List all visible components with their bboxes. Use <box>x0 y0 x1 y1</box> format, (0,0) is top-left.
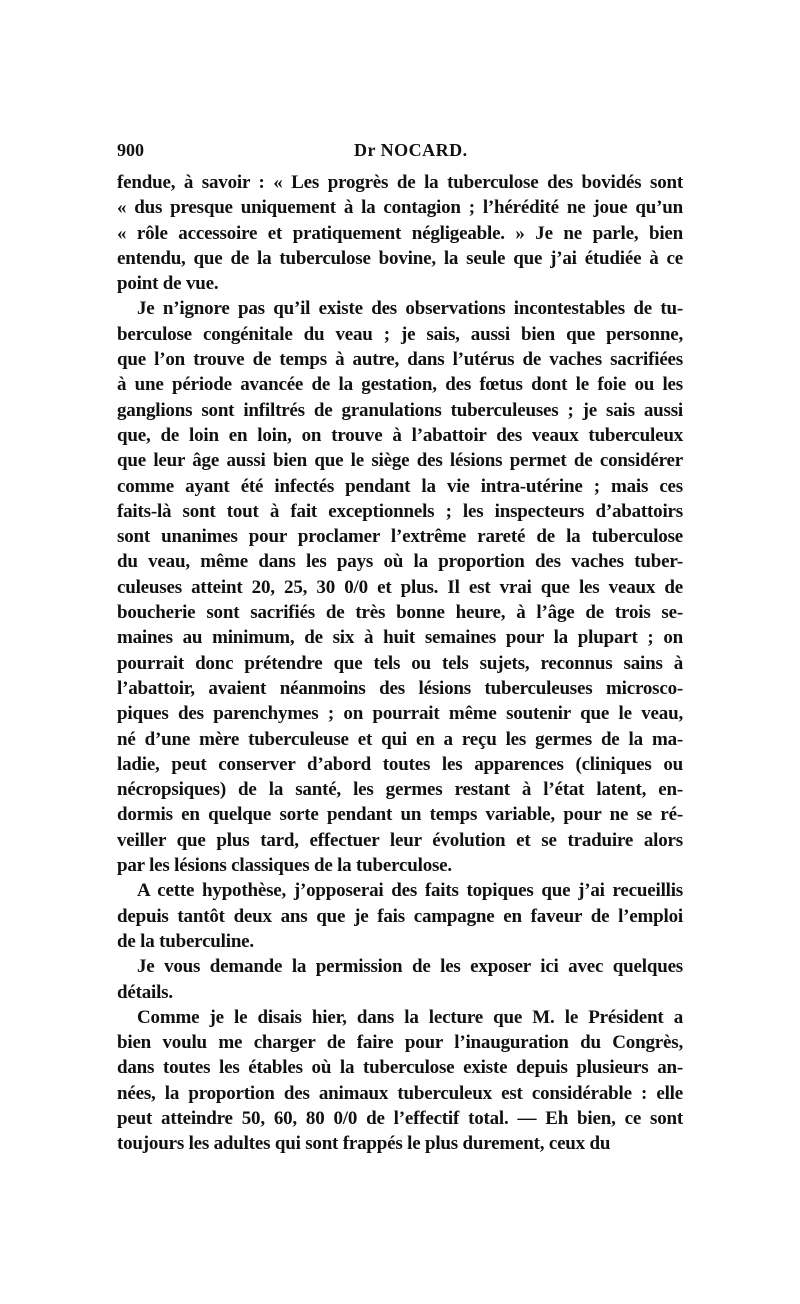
text-line: ganglions sont infiltrés de granulations tuberculeuses ; je sais aussi <box>117 399 683 421</box>
text-line: que l’on trouve de temps à autre, dans l’utérus de vaches sacrifiées <box>117 349 683 371</box>
text-line: que leur âge aussi bien que le siège des lésions permet de considérer <box>117 450 683 472</box>
text-line: nées, la proportion des animaux tuberculeux est considérable : elle <box>117 1082 683 1104</box>
text-line: A cette hypothèse, j’opposerai des faits topiques que j’ai recueillis <box>137 880 683 902</box>
running-head <box>117 140 683 166</box>
text-line: sont unanimes pour proclamer l’extrême rareté de la tuberculose <box>117 526 683 548</box>
text-line: point de vue. <box>117 273 219 295</box>
paragraph <box>117 878 683 954</box>
text-line: peut atteindre 50, 60, 80 0/0 de l’effectif total. — Eh bien, ce sont <box>117 1107 683 1129</box>
text-line: depuis tantôt deux ans que je fais campagne en faveur de l’emploi <box>117 905 683 927</box>
text-line: du veau, même dans les pays où la proportion des vaches tuber- <box>117 551 683 573</box>
book-page <box>117 140 683 1157</box>
text-line: maines au minimum, de six à huit semaines pour la plupart ; on <box>117 627 683 649</box>
text-line: dans toutes les étables où la tuberculose existe depuis plusieurs an- <box>117 1057 683 1079</box>
paragraph <box>117 296 683 878</box>
text-line: piques des parenchymes ; on pourrait même soutenir que le veau, <box>117 703 683 725</box>
text-line: boucherie sont sacrifiés de très bonne heure, à l’âge de trois se- <box>117 602 683 624</box>
paragraph <box>117 1005 683 1157</box>
text-line: « rôle accessoire et pratiquement négligeable. » Je ne parle, bien <box>117 222 683 244</box>
text-line: veiller que plus tard, effectuer leur évolution et se traduire alors <box>117 829 683 851</box>
text-line: l’abattoir, avaient néanmoins des lésions tuberculeuses microsco- <box>117 677 683 699</box>
text-line: à une période avancée de la gestation, des fœtus dont le foie ou les <box>117 374 683 396</box>
paragraph <box>117 170 683 296</box>
text-line: Je vous demande la permission de les exposer ici avec quelques <box>137 956 683 978</box>
text-line: né d’une mère tuberculeuse et qui en a reçu les germes de la ma- <box>117 728 683 750</box>
text-line: fendue, à savoir : « Les progrès de la tuberculose des bovidés sont <box>117 172 683 193</box>
text-line: pourrait donc prétendre que tels ou tels sujets, reconnus sains à <box>117 652 683 674</box>
text-line: de la tuberculine. <box>117 930 254 952</box>
body-text <box>117 170 683 1157</box>
text-line: Comme je le disais hier, dans la lecture que M. le Président a <box>137 1006 683 1028</box>
text-line: détails. <box>117 981 173 1003</box>
text-line: entendu, que de la tuberculose bovine, la seule que j’ai étudiée à ce <box>117 247 683 269</box>
text-line: ladie, peut conserver d’abord toutes les apparences (cliniques ou <box>117 753 683 775</box>
paragraph <box>117 954 683 1005</box>
text-line: par les lésions classiques de la tuberculose. <box>117 855 452 877</box>
text-line: faits-là sont tout à fait exceptionnels ; les inspecteurs d’abattoirs <box>117 500 683 522</box>
text-line: que, de loin en loin, on trouve à l’abattoir des veaux tuberculeux <box>117 424 683 446</box>
text-line: Je n’ignore pas qu’il existe des observations incontestables de tu- <box>137 298 683 320</box>
page-number: 900 <box>117 140 144 160</box>
text-line: comme ayant été infectés pendant la vie intra-utérine ; mais ces <box>117 475 683 497</box>
text-line: culeuses atteint 20, 25, 30 0/0 et plus. Il est vrai que les veaux de <box>117 576 683 598</box>
text-line: berculose congénitale du veau ; je sais, aussi bien que personne, <box>117 323 683 345</box>
text-line: nécropsiques) de la santé, les germes restant à l’état latent, en- <box>117 779 683 801</box>
text-line: dormis en quelque sorte pendant un temps variable, pour ne se ré- <box>117 804 683 826</box>
running-title: Dr NOCARD. <box>354 140 468 160</box>
text-line: « dus presque uniquement à la contagion ; l’hérédité ne joue qu’un <box>117 197 683 219</box>
text-line: toujours les adultes qui sont frappés le plus durement, ceux du <box>117 1133 611 1155</box>
text-line: bien voulu me charger de faire pour l’inauguration du Congrès, <box>117 1032 683 1054</box>
